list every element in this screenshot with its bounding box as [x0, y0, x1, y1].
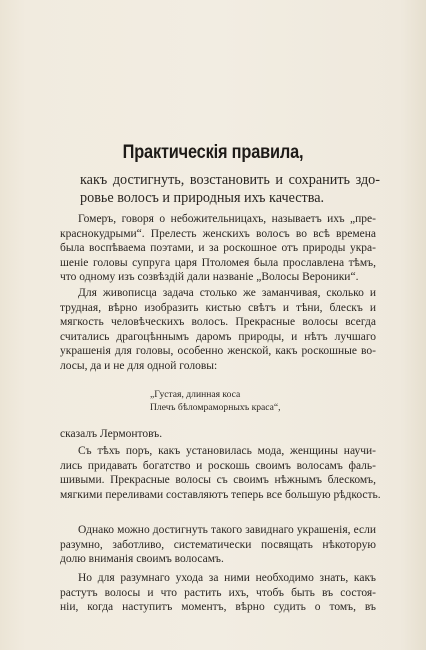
paragraph-2: [60, 286, 376, 374]
text-line: лосы, да и не для одной головы:: [60, 359, 218, 372]
text-line: шивыми. Прекрасные волосы съ своимъ нѣжнымъ блескомъ,: [60, 474, 376, 487]
paragraph-6: [60, 571, 376, 615]
text-line: мягкость человѣческихъ волосъ. Прекрасные волосы всегда: [60, 316, 376, 329]
subtitle-line-1: какъ достигнуть, возстановить и сохранить здо-: [80, 172, 380, 188]
text-line: шеніе головы супруга царя Птоломея была прославлена тѣмъ,: [60, 256, 376, 269]
text-line: Съ тѣхъ поръ, какъ установилась мода, женщины научи-: [78, 445, 376, 457]
text-line: Гомеръ, говоря о небожительницахъ, называетъ ихъ „пре-: [78, 213, 376, 225]
poem-line-1: „Густая, длинная коса: [150, 389, 241, 400]
text-line: краснокудрыми“. Прелесть женскихъ волосъ во всѣ времена: [60, 227, 376, 240]
text-line: Но для разумнаго ухода за ними необходимо знать, какъ: [78, 572, 376, 584]
paragraph-4: [60, 444, 381, 502]
text-line: была воспѣваема поэтами, и за роскошное отъ природы укра-: [60, 242, 376, 255]
subtitle-line-2: ровье волосъ и природныя ихъ качества.: [80, 190, 325, 206]
text-line: разумно, заботливо, систематически посвящать нѣкоторую: [60, 538, 376, 551]
poem-line-2: Плечъ бѣломраморныхъ краса“,: [150, 402, 281, 413]
paragraph-1: [60, 212, 376, 285]
paragraph-5: [60, 523, 376, 567]
text-line: трудная, вѣрно изобразить кистью свѣтъ и тѣни, блескъ и: [60, 301, 376, 314]
text-line: Для живописца задача столько же заманчивая, сколько и: [78, 287, 376, 299]
text-line: сказалъ Лермонтовъ.: [60, 428, 163, 440]
paragraph-3: [60, 427, 376, 442]
text-line: что одному изъ созвѣздій дали названіе „Волосы Вероники“.: [60, 271, 359, 284]
text-line: Однако можно достигнуть такого завиднаго украшенія, если: [78, 524, 376, 536]
text-line: растутъ волосы и что растить ихъ, чтобъ быть въ состоя-: [60, 586, 376, 599]
text-line: считались драгоцѣннымъ даромъ природы, и нѣтъ лучшаго: [60, 330, 376, 343]
text-line: долю вниманія своимъ волосамъ.: [60, 553, 224, 566]
text-line: ніи, когда наступитъ моментъ, вѣрно судить о томъ, въ: [60, 601, 376, 614]
page-title: Практическія правила,: [122, 142, 304, 163]
text-line: лись придавать богатство и роскошь своимъ волосамъ фаль-: [60, 459, 376, 472]
text-line: мягкими переливами составляютъ теперь все большую рѣдкость.: [60, 488, 381, 501]
text-line: украшенія для головы, особенно женской, какъ роскошные во-: [60, 345, 376, 358]
